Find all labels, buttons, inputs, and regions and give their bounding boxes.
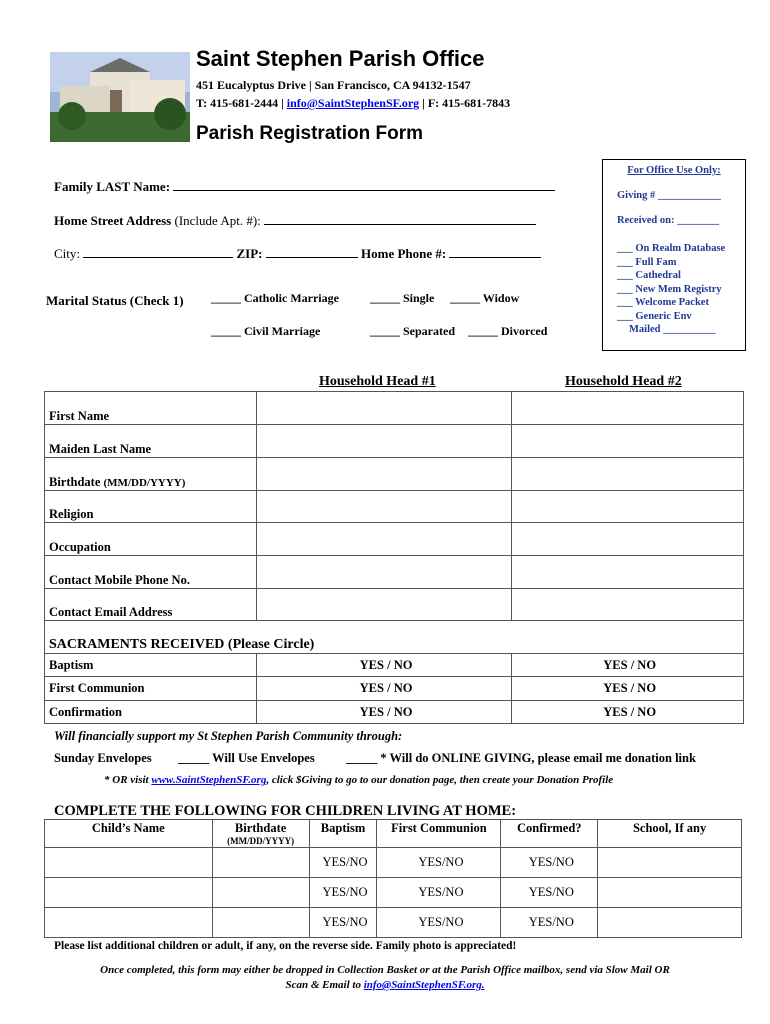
sacrament-label: First Communion [45,677,257,701]
home-phone-input[interactable] [449,245,541,258]
online-giving-option[interactable]: _____ * Will do ONLINE GIVING, please email me donation link [346,751,696,765]
table-row [45,848,742,878]
sacrament-label: Baptism [45,654,257,677]
child-birthdate-cell[interactable] [212,908,309,938]
head2-cell[interactable] [512,523,744,556]
head1-cell[interactable] [256,425,512,458]
communion-yes-no[interactable]: YES/NO [377,878,501,908]
row-label: Contact Email Address [45,589,257,621]
row-label: Maiden Last Name [45,425,257,458]
child-name-cell[interactable] [45,908,213,938]
household-head-2: Household Head #2 [565,374,682,389]
table-row [45,878,742,908]
phone-text: T: 415-681-2444 | [196,96,284,110]
completion-note: Once completed, this form may either be dropped in Collection Basket or at the Parish Office mailbox, send via Slow Mail OR [100,964,670,976]
col-header: First Communion [377,820,501,848]
household-table [44,391,744,724]
fax-text: | F: 415-681-7843 [422,96,511,110]
child-name-cell[interactable] [45,848,213,878]
col-header [212,820,309,848]
giving-note-post: , click $Giving to go to our donation page, then create your Donation Profile [266,774,614,786]
office-checklist [617,242,725,337]
table-row [45,589,744,621]
office-heading: For Office Use Only: [627,165,721,176]
office-check-item: ___ Generic Env [617,310,692,322]
row-label: Contact Mobile Phone No. [45,556,257,589]
row-label: Religion [45,491,257,523]
table-row [45,654,744,677]
widow-option[interactable]: _____ Widow [450,291,520,305]
head1-cell[interactable] [256,589,512,621]
street-note: (Include Apt. #): [174,213,261,228]
head1-yes-no[interactable]: YES / NO [256,677,512,701]
parish-address: 451 Eucalyptus Drive | San Francisco, CA 94132-1547 [196,78,471,92]
scan-email-link[interactable]: info@SaintStephenSF.org. [363,979,485,991]
row-label [45,458,257,491]
street-label: Home Street Address [54,213,172,228]
financial-intro: Will financially support my St Stephen Parish Community through: [54,729,403,743]
head1-cell[interactable] [256,392,512,425]
table-row [45,556,744,589]
sacraments-heading: SACRAMENTS RECEIVED (Please Circle) [45,621,744,654]
head1-cell[interactable] [256,491,512,523]
col-header: School, If any [598,820,742,848]
received-on: Received on: ________ [617,215,720,226]
head2-cell[interactable] [512,425,744,458]
city-row [54,245,541,262]
confirmed-yes-no[interactable]: YES/NO [501,908,598,938]
family-last-name-row [54,178,555,195]
zip-label: ZIP: [236,246,263,261]
family-last-label: Family LAST Name: [54,179,171,194]
additional-note: Please list additional children or adult, if any, on the reverse side. Family photo is appreciated! [54,940,517,952]
col-header: Baptism [309,820,377,848]
baptism-yes-no[interactable]: YES/NO [309,848,377,878]
home-phone-label: Home Phone #: [361,246,447,261]
table-row [45,523,744,556]
row-label: First Name [45,392,257,425]
school-cell[interactable] [598,878,742,908]
office-check-item: Mailed __________ [629,324,716,335]
head2-cell[interactable] [512,589,744,621]
city-input[interactable] [83,245,233,258]
baptism-yes-no[interactable]: YES/NO [309,908,377,938]
head2-yes-no[interactable]: YES / NO [512,654,744,677]
head2-cell[interactable] [512,392,744,425]
head2-cell[interactable] [512,491,744,523]
scan-text: Scan & Email to [285,979,361,991]
child-birthdate-cell[interactable] [212,848,309,878]
head2-cell[interactable] [512,458,744,491]
office-use-box [602,159,746,351]
children-table [44,819,742,938]
divorced-option[interactable]: _____ Divorced [468,324,548,338]
separated-option[interactable]: _____ Separated [370,324,455,338]
street-input[interactable] [264,212,536,225]
table-row [45,820,742,848]
head1-yes-no[interactable]: YES / NO [256,654,512,677]
scan-note [40,979,730,991]
sacrament-label: Confirmation [45,701,257,724]
parish-contact [196,96,510,111]
use-envelopes-option[interactable]: _____ Will Use Envelopes [178,751,315,765]
head2-yes-no[interactable]: YES / NO [512,701,744,724]
street-row [54,212,536,229]
office-check-item: ___ Full Fam [617,256,677,268]
table-row [45,491,744,523]
child-name-cell[interactable] [45,878,213,908]
table-row [45,425,744,458]
email-link[interactable]: info@SaintStephenSF.org [286,96,420,110]
birthdate-label: Birthdate [49,475,101,489]
table-row [45,621,744,654]
table-row [45,908,742,938]
form-title: Parish Registration Form [196,123,423,144]
birthdate-format: (MM/DD/YYYY) [103,477,186,489]
table-row [45,701,744,724]
giving-number: Giving # ____________ [617,190,721,201]
sunday-envelopes-label: Sunday Envelopes [54,751,152,765]
office-check-item: ___ New Mem Registry [617,283,722,295]
children-heading: COMPLETE THE FOLLOWING FOR CHILDREN LIVING AT HOME: [54,803,517,819]
head2-yes-no[interactable]: YES / NO [512,677,744,701]
office-check-item: ___ Welcome Packet [617,297,709,308]
confirmed-yes-no[interactable]: YES/NO [501,878,598,908]
birthdate-format: (MM/DD/YYYY) [227,836,295,846]
baptism-yes-no[interactable]: YES/NO [309,878,377,908]
office-check-item: ___ Cathedral [617,270,681,281]
table-row [45,677,744,701]
head1-cell[interactable] [256,523,512,556]
child-birthdate-cell[interactable] [212,878,309,908]
head2-cell[interactable] [512,556,744,589]
single-option[interactable]: _____ Single [370,291,435,305]
household-head-1: Household Head #1 [319,374,436,389]
col-header: Child’s Name [45,820,213,848]
church-photo [50,52,190,142]
confirmed-yes-no[interactable]: YES/NO [501,848,598,878]
head1-yes-no[interactable]: YES / NO [256,701,512,724]
head1-cell[interactable] [256,458,512,491]
page-title: Saint Stephen Parish Office [196,46,485,71]
city-label: City: [54,246,81,261]
row-label: Occupation [45,523,257,556]
head1-cell[interactable] [256,556,512,589]
marital-label: Marital Status (Check 1) [46,293,184,308]
communion-yes-no[interactable]: YES/NO [377,908,501,938]
school-cell[interactable] [598,908,742,938]
zip-input[interactable] [266,245,358,258]
family-last-input[interactable] [173,178,555,191]
giving-note [104,774,613,786]
website-link[interactable]: www.SaintStephenSF.org [151,774,267,786]
catholic-marriage-option[interactable]: _____ Catholic Marriage [211,291,339,305]
col-header: Confirmed? [501,820,598,848]
table-row [45,458,744,491]
civil-marriage-option[interactable]: _____ Civil Marriage [211,324,321,338]
table-row [45,392,744,425]
birthdate-header: Birthdate [234,821,287,835]
office-check-item: ___ On Realm Database [617,243,726,254]
giving-note-pre: * OR visit [104,774,149,786]
communion-yes-no[interactable]: YES/NO [377,848,501,878]
school-cell[interactable] [598,848,742,878]
